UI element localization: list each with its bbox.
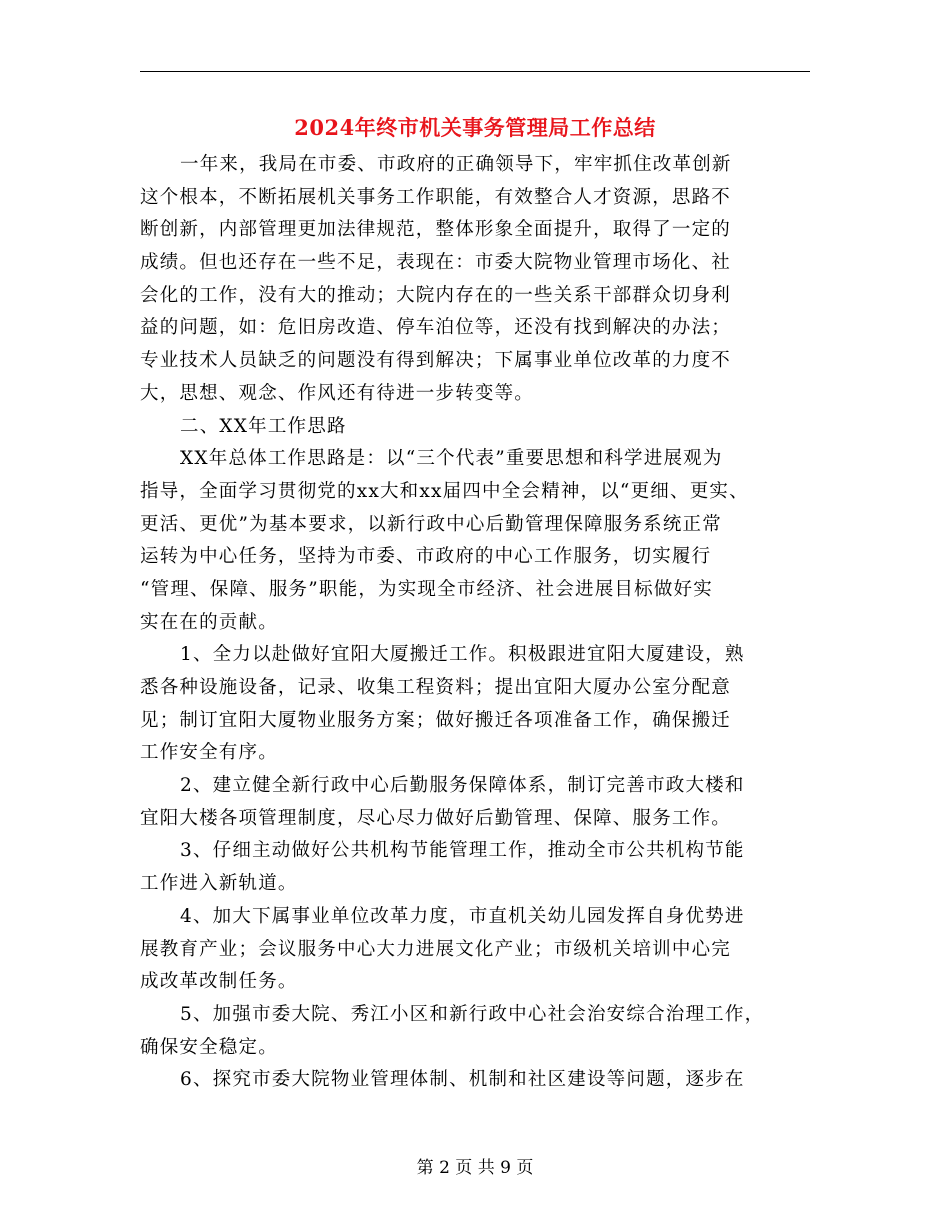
text-line: 一年来，我局在市委、市政府的正确领导下，牢牢抓住改革创新 [180,154,732,175]
text-line: 会化的工作，没有大的推动；大院内存在的一些关系干部群众切身利 [140,284,732,306]
text-line: 悉各种设施设备，记录、收集工程资料；提出宜阳大厦办公室分配意 [140,677,732,698]
text-line: 4、加大下属事业单位改革力度，市直机关幼儿园发挥自身优势进 [180,905,745,927]
text-line: “管理、保障、服务”职能，为实现全市经济、社会进展目标做好实 [140,578,713,600]
text-line: 3、仔细主动做好公共机构节能管理工作，推动全市公共机构节能 [180,840,745,862]
text-line: 运转为中心任务，坚持为市委、市政府的中心工作服务，切实履行 [140,546,712,568]
text-line: 成改革改制任务。 [140,971,298,993]
header-rule [140,71,810,72]
text-line: 确保安全稳定。 [140,1036,278,1058]
text-line: 指导，全面学习贯彻党的xx大和xx届四中全会精神，以“更细、更实、 [140,480,749,502]
text-line: 2、建立健全新行政中心后勤服务保障体系，制订完善市政大楼和 [180,775,745,797]
text-line: 实在在的贡献。 [140,611,278,633]
text-line: 益的问题，如：危旧房改造、停车泊位等，还没有找到解决的办法； [140,317,732,339]
document-title: 2024年终市机关事务管理局工作总结 [294,115,656,140]
text-line: 见；制订宜阳大厦物业服务方案；做好搬迁各项准备工作，确保搬迁 [140,709,732,731]
text-line: 宜阳大楼各项管理制度，尽心尽力做好后勤管理、保障、服务工作。 [140,807,732,829]
text-line: 工作进入新轨道。 [140,873,298,895]
text-line: 专业技术人员缺乏的问题没有得到解决；下属事业单位改革的力度不 [140,350,732,372]
text-line: 展教育产业；会议服务中心大力进展文化产业；市级机关培训中心完 [140,938,732,960]
document-body [140,149,820,1097]
text-line: 大，思想、观念、作风还有待进一步转变等。 [140,382,535,404]
text-line: 这个根本，不断拓展机关事务工作职能，有效整合人才资源，思路不 [140,186,732,208]
page-footer: 第 2 页 共 9 页 [416,1158,534,1178]
text-line: 二、XX年工作思路 [180,415,347,437]
text-line: 更活、更优”为基本要求，以新行政中心后勤管理保障服务系统正常 [140,513,722,535]
text-line: 成绩。但也还存在一些不足，表现在：市委大院物业管理市场化、社 [140,252,732,274]
text-line: 5、加强市委大院、秀江小区和新行政中心社会治安综合治理工作， [180,1003,765,1025]
text-line: 断创新，内部管理更加法律规范，整体形象全面提升，取得了一定的 [140,219,732,241]
text-line: 工作安全有序。 [140,742,278,764]
text-line: 1、全力以赴做好宜阳大厦搬迁工作。积极跟进宜阳大厦建设，熟 [180,644,745,666]
text-line: XX年总体工作思路是：以“三个代表”重要思想和科学进展观为 [180,448,723,470]
text-line: 6、探究市委大院物业管理体制、机制和社区建设等问题，逐步在 [180,1069,745,1091]
